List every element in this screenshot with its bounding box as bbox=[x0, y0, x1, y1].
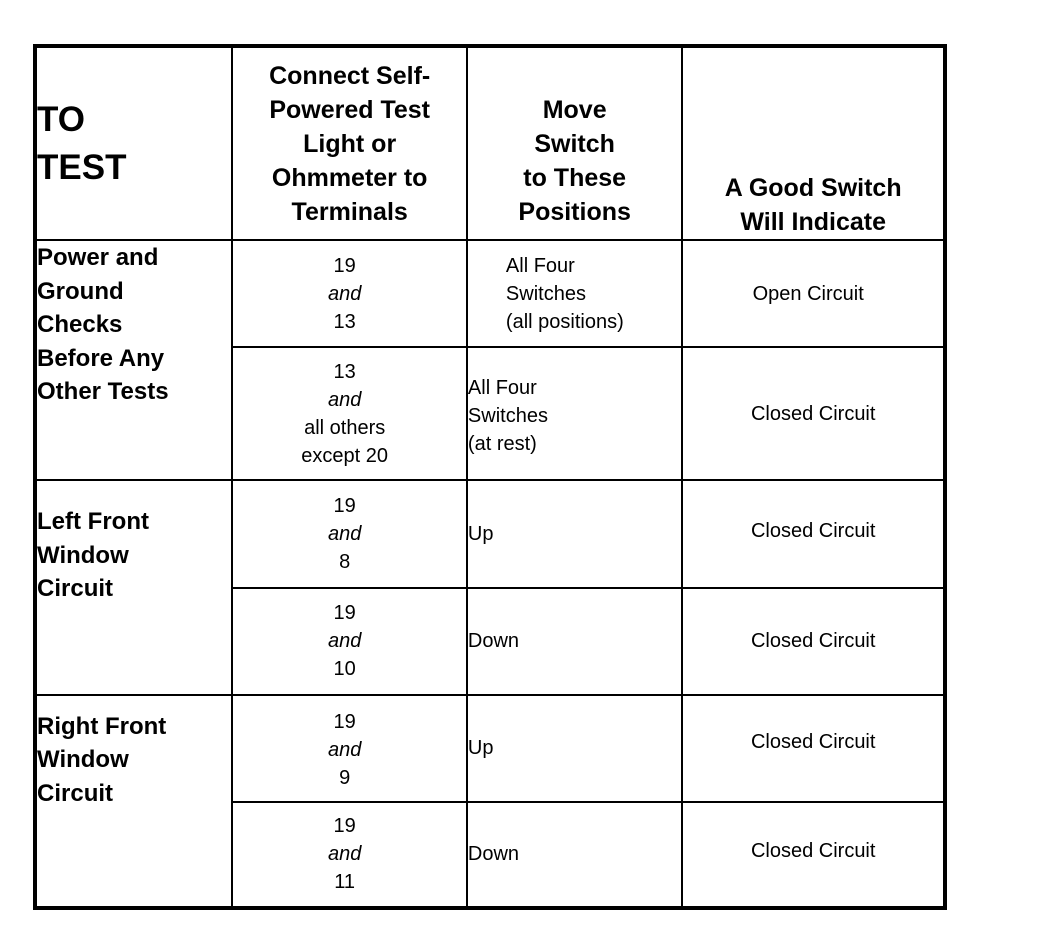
positions-cell: Down bbox=[467, 802, 682, 908]
terminals-cell: 13 and all others except 20 bbox=[232, 347, 467, 480]
indicate-cell: Closed Circuit bbox=[682, 588, 945, 695]
header-connect-terminals: Connect Self- Powered Test Light or Ohmmeter to Terminals bbox=[232, 46, 467, 240]
terminals-cell: 19 and 11 bbox=[232, 802, 467, 908]
terminals-cell: 19 and 9 bbox=[232, 695, 467, 802]
header-row bbox=[35, 46, 945, 240]
indicate-cell: Closed Circuit bbox=[682, 802, 945, 908]
group-power-ground: Power and Ground Checks Before Any Other Tests bbox=[35, 240, 232, 480]
table-row bbox=[35, 240, 945, 347]
indicate-cell: Closed Circuit bbox=[682, 347, 945, 480]
positions-cell: All Four Switches (all positions) bbox=[467, 240, 682, 347]
terminals-cell: 19 and 10 bbox=[232, 588, 467, 695]
positions-cell: All Four Switches (at rest) bbox=[467, 347, 682, 480]
indicate-cell: Open Circuit bbox=[682, 240, 945, 347]
terminals-cell: 19 and 13 bbox=[232, 240, 467, 347]
indicate-cell: Closed Circuit bbox=[682, 695, 945, 802]
header-to-test: TO TEST bbox=[35, 46, 232, 240]
header-good-switch: A Good Switch Will Indicate bbox=[682, 46, 945, 240]
indicate-cell: Closed Circuit bbox=[682, 480, 945, 587]
group-left-front-window: Left Front Window Circuit bbox=[35, 480, 232, 694]
positions-cell: Down bbox=[467, 588, 682, 695]
table-row bbox=[35, 695, 945, 802]
group-right-front-window: Right Front Window Circuit bbox=[35, 695, 232, 908]
terminals-cell: 19 and 8 bbox=[232, 480, 467, 587]
header-move-switch: Move Switch to These Positions bbox=[467, 46, 682, 240]
switch-test-table bbox=[33, 44, 947, 910]
table-row bbox=[35, 480, 945, 587]
positions-cell: Up bbox=[467, 695, 682, 802]
positions-cell: Up bbox=[467, 480, 682, 587]
